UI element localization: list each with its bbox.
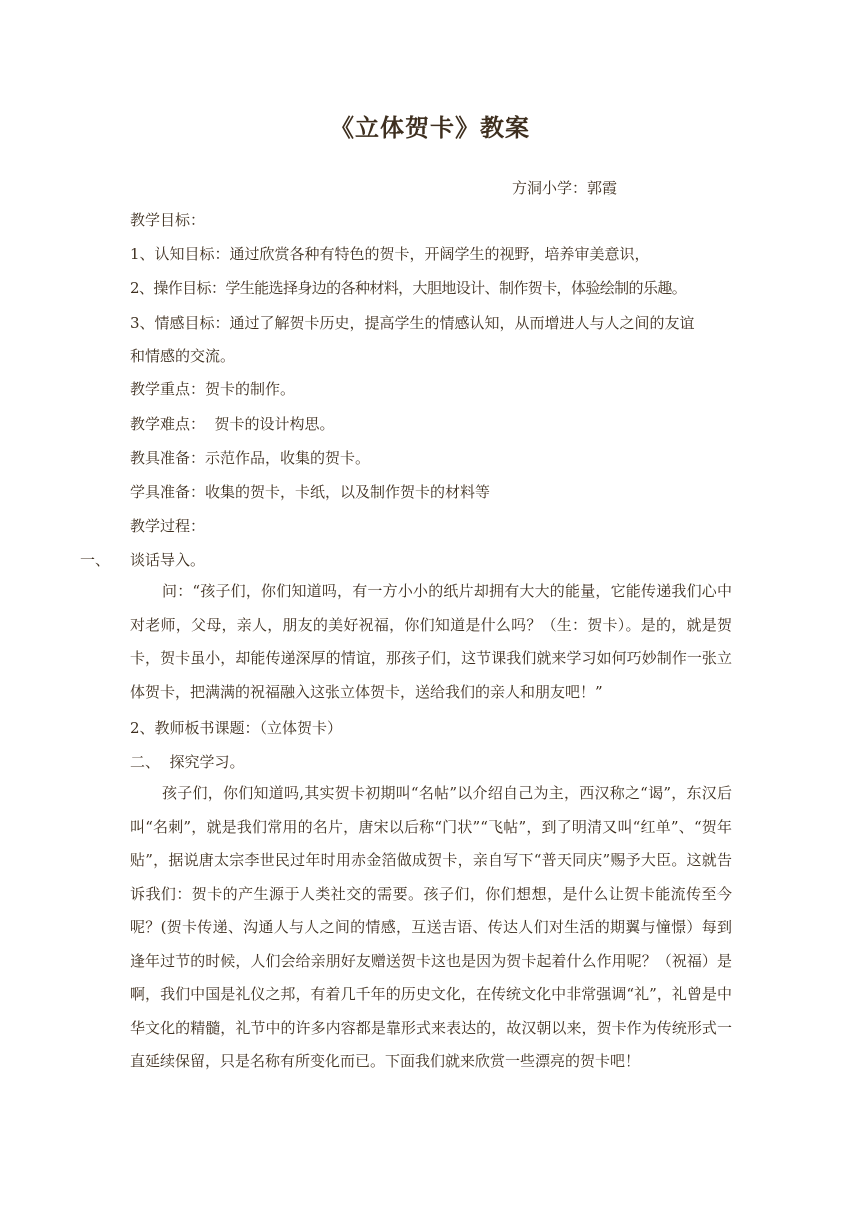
goal-cognitive: 1、认知目标：通过欣赏各种有特色的贺卡，开阔学生的视野，培养审美意识， <box>130 245 650 263</box>
student-prep: 学具准备：收集的贺卡，卡纸，以及制作贺卡的材料等 <box>130 483 491 501</box>
goal-emotion-cont: 和情感的交流。 <box>130 347 236 365</box>
key-point: 教学重点：贺卡的制作。 <box>130 380 296 398</box>
process-heading: 教学过程： <box>130 517 206 535</box>
section-1-paragraph: 问：“孩子们，你们知道吗，有一方小小的纸片却拥有大大的能量，它能传递我们心中对老师，父母，亲人，朋友的美好祝福，你们知道是什么吗？（生：贺卡）。是的，就是贺卡，贺卡虽小，却能传递深厚的情谊，那孩子们，这节课我们就来学习如何巧妙制作一张立体贺卡，把满满的祝福融入这张立体贺卡，送给我们的亲人和朋友吧！” <box>130 582 732 701</box>
section-2-title: 二、 探究学习。 <box>130 753 245 771</box>
goals-heading: 教学目标： <box>130 211 206 229</box>
goal-operation: 2、操作目标：学生能选择身边的各种材料，大胆地设计、制作贺卡，体验绘制的乐趣。 <box>130 279 687 297</box>
goal-emotion: 3、情感目标：通过了解贺卡历史，提高学生的情感认知，从而增进人与人之间的友谊 <box>130 314 695 332</box>
difficulty: 教学难点： 贺卡的设计构思。 <box>130 415 335 433</box>
section-1-title: 谈话导入。 <box>130 551 206 569</box>
document-title: 《立体贺卡》教案 <box>330 113 530 142</box>
section-1-number: 一、 <box>80 551 111 569</box>
teacher-prep: 教具准备：示范作品，收集的贺卡。 <box>130 449 371 467</box>
author-line: 方洞小学：郭霞 <box>512 179 618 197</box>
section-2-paragraph: 孩子们，你们知道吗,其实贺卡初期叫“名帖”以介绍自己为主，西汉称之“谒”，东汉后叫“名刺”，就是我们常用的名片，唐宋以后称“门状”“飞帖”，到了明清又叫“红单”、“贺年贴”，据说唐太宗李世民过年时用赤金箔做成贺卡，亲自写下“普天同庆”赐予大臣。这就告诉我们：贺卡的产生源于人类社交的需要。孩子们，你们想想，是什么让贺卡能流传至今呢？(贺卡传递、沟通人与人之间的情感，互送吉语、传达人们对生活的期翼与憧憬）每到逢年过节的时候，人们会给亲朋好友赠送贺卡这也是因为贺卡起着什么作用呢？（祝福）是啊，我们中国是礼仪之邦，有着几千年的历史文化，在传统文化中非常强调“礼”，礼曾是中华文化的精髓，礼节中的许多内容都是靠形式来表达的，故汉朝以来，贺卡作为传统形式一直延续保留，只是名称有所变化而已。下面我们就来欣赏一些漂亮的贺卡吧！ <box>130 784 732 1070</box>
board-title: 2、教师板书课题：（立体贺卡） <box>130 719 343 737</box>
